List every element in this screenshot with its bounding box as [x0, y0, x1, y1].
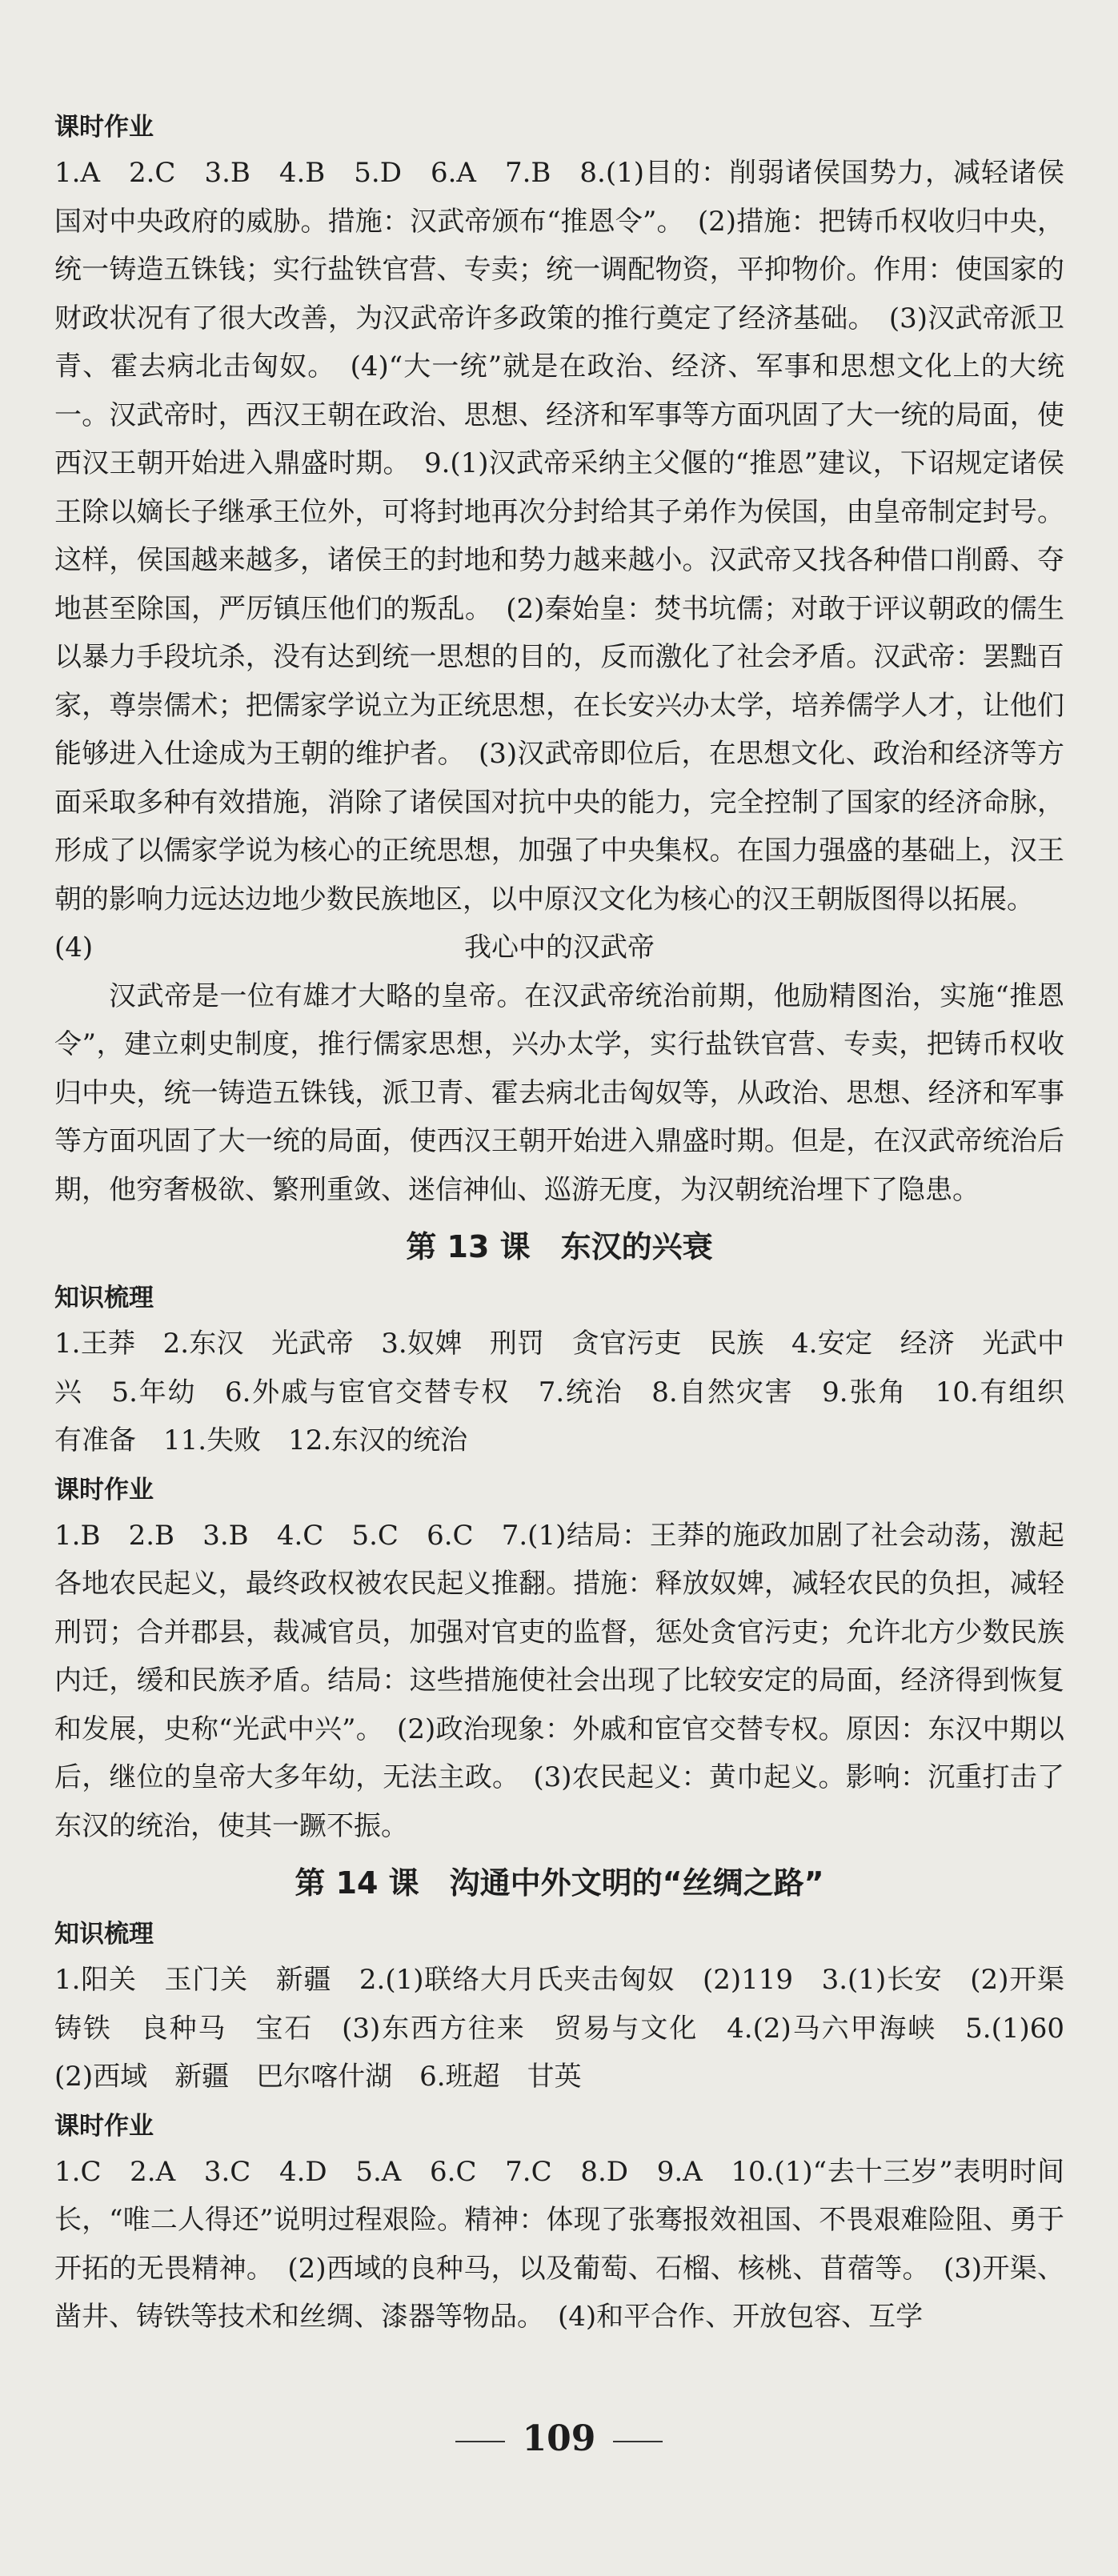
lesson-13-title: 第 13 课 东汉的兴衰: [406, 1229, 713, 1264]
knowledge-answers: 1.阳关 玉门关 新疆 2.(1)联络大月氏夹击匈奴 (2)119 3.(1)长安 (2)开渠 铸铁 良种马 宝石 (3)东西方往来 贸易与文化 4.(2)马六甲海峡 5.(1)60 (2)西域 新疆 巴尔喀什湖 6.班超 甘英: [54, 1964, 1092, 2093]
answer-paragraph: 1.A 2.C 3.B 4.B 5.D 6.A 7.B 8.(1)目的：削弱诸侯国势力，减轻诸侯国对中央政府的威胁。措施：汉武帝颁布“推恩令”。 (2)措施：把铸币权收归中央，统一铸造五铢钱；实行盐铁官营、专卖；统一调配物资，平抑物价。作用：使国家的财政状况有了很大改善，为汉武帝许多政策的推行奠定了经济基础。 (3)汉武帝派卫青、霍去病北击匈奴。 (4)“大一统”就是在政治、经济、军事和思想文化上的大统一。汉武帝时，西汉王朝在政治、思想、经济和军事等方面巩固了大一统的局面，使西汉王朝开始进入鼎盛时期。 9.(1)汉武帝采纳主父偃的“推恩”建议，下诏规定诸侯王除以嫡长子继承王位外，可将封地再次分封给其子弟作为侯国，由皇帝制定封号。这样，侯国越来越多，诸侯王的封地和势力越来越小。汉武帝又找各种借口削爵、夺地甚至除国，严厉镇压他们的叛乱。 (2)秦始皇：焚书坑儒；对敢于评议朝政的儒生以暴力手段坑杀，没有达到统一思想的目的，反而激化了社会矛盾。汉武帝：罢黜百家，尊崇儒术；把儒家学说立为正统思想，在长安兴办太学，培养儒学人才，让他们能够进入仕途成为王朝的维护者。 (3)汉武帝即位后，在思想文化、政治和经济等方面采取多种有效措施，消除了诸侯国对抗中央的能力，完全控制了国家的经济命脉，形成了以儒家学说为核心的正统思想，加强了中央集权。在国力强盛的基础上，汉王朝的影响力远达边地少数民族地区，以中原汉文化为核心的汉王朝版图得以拓展。: [54, 157, 1064, 915]
page-footer: [0, 2418, 1118, 2459]
page-number: 109: [522, 2418, 596, 2459]
footer-dash-left: [455, 2441, 505, 2442]
essay-heading: [54, 923, 1064, 972]
section-label-homework: 课时作业: [54, 1475, 154, 1504]
page-content: [54, 102, 1092, 2342]
homework-answers: 1.B 2.B 3.B 4.C 5.C 6.C 7.(1)结局：王莽的施政加剧了社会动荡，激起各地农民起义，最终政权被农民起义推翻。措施：释放奴婢，减轻农民的负担，减轻刑罚；合并郡县，裁减官员，加强对官吏的监督，惩处贪官污吏；允许北方少数民族内迁，缓和民族矛盾。结局：这些措施使社会出现了比较安定的局面，经济得到恢复和发展，史称“光武中兴”。 (2)政治现象：外戚和宦官交替专权。原因：东汉中期以后，继位的皇帝大多年幼，无法主政。 (3)农民起义：黄巾起义。影响：沉重打击了东汉的统治，使其一蹶不振。: [54, 1519, 1064, 1842]
knowledge-answers: 1.王莽 2.东汉 光武帝 3.奴婢 刑罚 贪官污吏 民族 4.安定 经济 光武中兴 5.年幼 6.外戚与宦官交替专权 7.统治 8.自然灾害 9.张角 10.有组织 有准备 11.失败 12.东汉的统治: [54, 1328, 1092, 1456]
section-label-knowledge: 知识梳理: [54, 1284, 154, 1312]
section-label-homework: 课时作业: [54, 113, 154, 142]
homework-answers: 1.C 2.A 3.C 4.D 5.A 6.C 7.C 8.D 9.A 10.(1)“去十三岁”表明时间长，“唯二人得还”说明过程艰险。精神：体现了张骞报效祖国、不畏艰难险阻、勇于开拓的无畏精神。 (2)西域的良种马，以及葡萄、石榴、核桃、苜蓿等。 (3)开渠、凿井、铸铁等技术和丝绸、漆器等物品。 (4)和平合作、开放包容、互学: [54, 2155, 1064, 2333]
footer-dash-right: [613, 2441, 663, 2442]
section-label-knowledge: 知识梳理: [54, 1920, 154, 1949]
essay-body: 汉武帝是一位有雄才大略的皇帝。在汉武帝统治前期，他励精图治，实施“推恩令”，建立刺史制度，推行儒家思想，兴办太学，实行盐铁官营、专卖，把铸币权收归中央，统一铸造五铢钱，派卫青、霍去病北击匈奴等，从政治、思想、经济和军事等方面巩固了大一统的局面，使西汉王朝开始进入鼎盛时期。但是，在汉武帝统治后期，他穷奢极欲、繁刑重敛、迷信神仙、巡游无度，为汉朝统治埋下了隐患。: [54, 980, 1064, 1206]
lesson-14-title: 第 14 课 沟通中外文明的“丝绸之路”: [295, 1865, 824, 1901]
essay-title: 我心中的汉武帝: [464, 931, 655, 963]
essay-number: (4): [54, 931, 94, 963]
section-label-homework: 课时作业: [54, 2111, 154, 2141]
